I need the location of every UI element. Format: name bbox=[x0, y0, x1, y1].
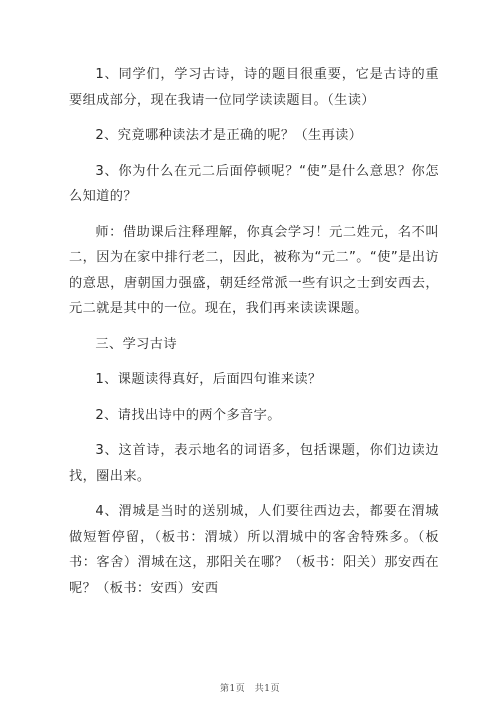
paragraph-2: 2、究竟哪种读法才是正确的呢？（生再读） bbox=[95, 128, 363, 143]
paragraph-teacher: 师：借助课后注释理解，你真会学习！元二姓元，名不叫二，因为在家中排行老二，因此，被称为“元二”。“使”是出访的意思，唐朝国力强盛，朝廷经常派一些有识之士到安西去，元二就是其中的一位。现在，我们再来读读课题。 bbox=[69, 224, 439, 316]
section-heading: 三、学习古诗 bbox=[95, 336, 177, 352]
paragraph-4: 1、课题读得真好，后面四句谁来读？ bbox=[95, 372, 322, 387]
paragraph-3: 3、你为什么在元二后面停顿呢？“使”是什么意思？你怎么知道的？ bbox=[69, 163, 439, 204]
document-body bbox=[69, 62, 439, 601]
paragraph-6: 3、这首诗，表示地名的词语多，包括课题，你们边读边找，圈出来。 bbox=[69, 443, 439, 484]
paragraph-7: 4、渭城是当时的送别城，人们要往西边去，都要在渭城做短暂停留，（板书：渭城）所以渭城中的客舍特殊多。（板书：客舍）渭城在这，那阳关在哪？（板书：阳关）那安西在呢？（板书：安西）安西 bbox=[69, 504, 439, 596]
paragraph-1: 1、同学们，学习古诗，诗的题目很重要，它是古诗的重要组成部分，现在我请一位同学读读题目。（生读） bbox=[69, 67, 439, 108]
page-footer: 第1页 共1页 bbox=[220, 684, 280, 694]
paragraph-5: 2、请找出诗中的两个多音字。 bbox=[95, 407, 281, 423]
